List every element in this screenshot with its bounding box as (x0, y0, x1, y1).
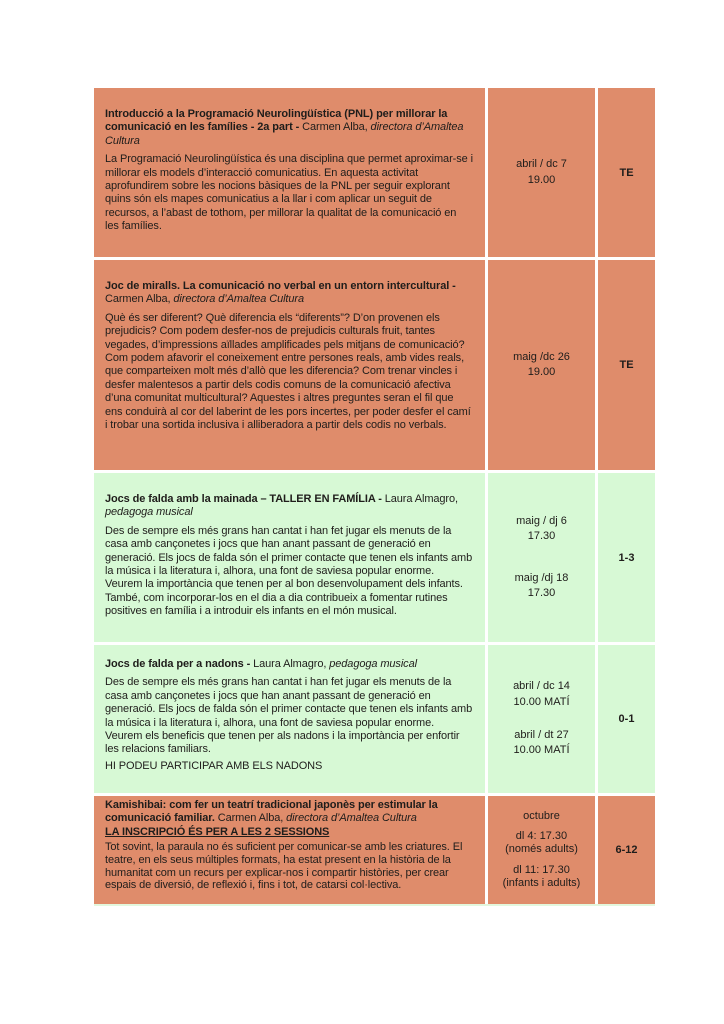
activity-title-bold: Kamishibai: com fer un teatrí tradicional japonès per estimular la comunicació familiar. (105, 799, 438, 824)
schedule-cell (488, 796, 595, 904)
activity-description-cell (94, 796, 485, 904)
schedule-date: maig /dj 18 (514, 571, 569, 584)
schedule-month: octubre (523, 810, 560, 823)
activity-title (105, 108, 473, 148)
schedule-time: 19.00 (527, 173, 556, 186)
schedule-block (523, 810, 560, 823)
schedule-cell (488, 260, 595, 470)
schedule-audience: (infants i adults) (502, 876, 581, 889)
schedule-date: dl 11: 17.30 (513, 863, 570, 876)
activity-presenter-role: directora d’Amaltea Cultura (173, 293, 304, 306)
schedule-date: abril / dt 27 (514, 729, 569, 741)
schedule-date: abril / dc 7 (516, 158, 567, 171)
activity-presenter: Laura Almagro, (384, 493, 458, 505)
activity-title (105, 493, 473, 520)
schedule-block (515, 571, 569, 602)
schedule-date: maig /dc 26 (513, 350, 570, 363)
age-cell (598, 260, 655, 470)
activity-body: Tot sovint, la paraula no és suficient per comunicar-se amb les criatures. El teatre, en els seus múltiples formats, ha estat present en la història de la humanitat com un recurs per explicar-nos i compartir històries, per crear espais de diversió, de reflexió i, fins i tot, de catarsi col·lectiva. (105, 840, 463, 892)
schedule-block (516, 157, 567, 188)
schedule-cell (488, 88, 595, 257)
activity-title (105, 280, 473, 307)
activity-presenter-role: pedagoga musical (105, 506, 193, 519)
schedule-block (503, 864, 581, 890)
age-cell (598, 88, 655, 257)
age-value: 6-12 (615, 844, 638, 856)
activity-presenter: Carmen Alba, (302, 121, 371, 134)
activity-title-bold: Introducció a la Programació Neurolingüística (PNL) per millorar la comunicació en les famílies - 2a part - (105, 108, 448, 134)
schedule-block (516, 514, 567, 545)
activity-title-bold: Joc de miralls. La comunicació no verbal en un entorn intercultural - (105, 280, 456, 292)
schedule-block (513, 679, 570, 710)
activity-presenter: Carmen Alba, (105, 293, 174, 306)
age-cell (598, 473, 655, 642)
activity-title-bold: Jocs de falda amb la mainada – TALLER EN FAMÍLIA - (105, 493, 385, 505)
schedule-date: dl 4: 17.30 (515, 830, 568, 843)
activity-description-cell (94, 88, 485, 257)
activity-title (105, 799, 473, 825)
age-cell (598, 645, 655, 793)
activity-title-bold: Jocs de falda per a nadons - (105, 658, 254, 670)
schedule-time: 17.30 (527, 530, 556, 543)
activity-presenter-role: directora d’Amaltea Cultura (105, 121, 464, 147)
schedule-time: 10.00 MATÍ (513, 695, 570, 708)
age-value: TE (619, 166, 634, 179)
activity-body: Des de sempre els més grans han cantat i han fet jugar els menuts de la casa amb cançonetes i jocs que han anant passant de generació en generació. Els jocs de falda són el primer contacte que tenen els infants amb la música i la literatura i, alhora, una font de saviesa popular enorme. Veurem la importància que tenen per al bon desenvolupament dels infants. També, com incorporar-los en el dia a dia contribueix a fomentar rutines positives en família i a introduir els infants en el món musical. (105, 524, 473, 618)
schedule-audience: (només adults) (505, 843, 578, 856)
activity-presenter: Laura Almagro, (253, 658, 330, 670)
activity-title (105, 658, 473, 671)
activity-presenter: Carmen Alba, (214, 811, 287, 824)
activity-description-cell (94, 260, 485, 470)
schedule-time: 19.00 (527, 366, 556, 378)
activity-body: Des de sempre els més grans han cantat i han fet jugar els menuts de la casa amb cançonetes i jocs que han anant passant de generació en generació. Els jocs de falda són el primer contacte que tenen els infants amb la música i la literatura i, alhora, una font de saviesa popular enorme. Veurem els beneficis que tenen per als nadons i la importància per enfortir les relacions familiars. (105, 676, 473, 756)
age-value: 0-1 (618, 713, 635, 725)
activity-presenter-role: pedagoga musical (329, 658, 417, 670)
schedule-date: maig / dj 6 (516, 514, 567, 527)
schedule-time: 10.00 MATÍ (513, 744, 570, 757)
activity-participation-note: HI PODEU PARTICIPAR AMB ELS NADONS (105, 759, 323, 772)
schedule-block (505, 830, 578, 856)
activity-body: La Programació Neurolingüística és una disciplina que permet aproximar-se i millorar els models d’interacció comunicatius. En aquesta activitat aprofundirem sobre les nocions bàsiques de la PNL per seguir explorant quins són els mapes comunicatius a la llar i com aplicar un seguit de recursos, a l’abast de tothom, per millorar la qualitat de la comunicació en les famílies. (105, 153, 473, 233)
activity-body: Què és ser diferent? Què diferencia els “diferents”? D’on provenen els prejudicis? Com podem desfer-nos de prejudicis culturals fruit, tantes vegades, d’impressions aïllades amplificades pels mitjans de comunicació? Com podem afavorir el coneixement entre persones reals, amb vides reals, que comparteixen molt més d’allò que les diferencia? Com trenar vincles i desfer malentesos a partir dels codis comuns de la comunicació afectiva d’una comunitat multicultural? Aquestes i altres preguntes seran el fil que ens conduirà al cor del laberint de les pors incertes, per poder desfer el camí i trobar una sortida inclusiva i alliberadora a partir dels codis no verbals. (105, 311, 471, 432)
schedule-date: abril / dc 14 (513, 680, 570, 693)
schedule-cell (488, 645, 595, 793)
age-value: TE (619, 359, 634, 371)
schedule-block (513, 728, 569, 759)
activity-description-cell (94, 473, 485, 642)
schedule-cell (488, 473, 595, 642)
schedule-time: 17.30 (527, 586, 556, 599)
age-value: 1-3 (618, 551, 635, 564)
activity-presenter-role: directora d’Amaltea Cultura (286, 811, 417, 824)
age-cell (598, 796, 655, 904)
activities-table (94, 88, 655, 906)
activity-note-underlined: LA INSCRIPCIÓ ÉS PER A LES 2 SESSIONS (105, 825, 330, 838)
activity-description-cell (94, 645, 485, 793)
schedule-block (513, 350, 570, 381)
